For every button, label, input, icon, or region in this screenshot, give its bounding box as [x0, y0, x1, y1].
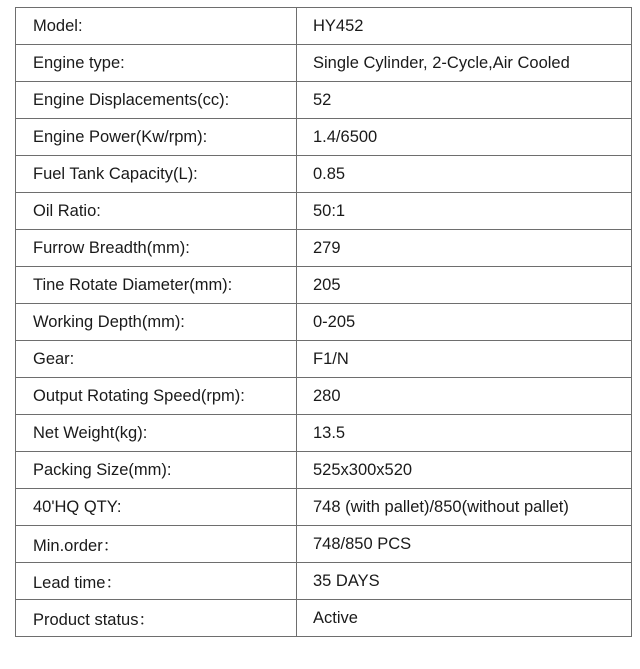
table-row [16, 82, 632, 119]
spec-label: 40'HQ QTY: [16, 489, 297, 526]
table-row [16, 378, 632, 415]
spec-label: Engine type: [16, 45, 297, 82]
spec-value: Active [297, 600, 632, 637]
spec-value: 52 [297, 82, 632, 119]
spec-value: 748 (with pallet)/850(without pallet) [297, 489, 632, 526]
spec-value: 50:1 [297, 193, 632, 230]
spec-label: Packing Size(mm): [16, 452, 297, 489]
table-row [16, 230, 632, 267]
table-row [16, 304, 632, 341]
table-row [16, 415, 632, 452]
spec-label: Net Weight(kg): [16, 415, 297, 452]
spec-value: 13.5 [297, 415, 632, 452]
table-row [16, 526, 632, 563]
spec-value: 205 [297, 267, 632, 304]
spec-label: Working Depth(mm): [16, 304, 297, 341]
table-row [16, 156, 632, 193]
spec-value: 525x300x520 [297, 452, 632, 489]
spec-label: Lead time： [16, 563, 297, 600]
spec-label: Output Rotating Speed(rpm): [16, 378, 297, 415]
spec-label: Min.order： [16, 526, 297, 563]
spec-value: F1/N [297, 341, 632, 378]
spec-value: Single Cylinder, 2-Cycle,Air Cooled [297, 45, 632, 82]
spec-value: 35 DAYS [297, 563, 632, 600]
spec-label: Oil Ratio: [16, 193, 297, 230]
spec-label: Model: [16, 8, 297, 45]
spec-value: HY452 [297, 8, 632, 45]
spec-value: 279 [297, 230, 632, 267]
spec-label: Product status： [16, 600, 297, 637]
spec-label: Tine Rotate Diameter(mm): [16, 267, 297, 304]
spec-label: Fuel Tank Capacity(L): [16, 156, 297, 193]
spec-label: Furrow Breadth(mm): [16, 230, 297, 267]
spec-value: 748/850 PCS [297, 526, 632, 563]
table-row [16, 489, 632, 526]
table-row [16, 267, 632, 304]
table-row [16, 600, 632, 637]
table-row [16, 452, 632, 489]
table-row [16, 563, 632, 600]
spec-label: Engine Displacements(cc): [16, 82, 297, 119]
spec-value: 0-205 [297, 304, 632, 341]
spec-table-body [16, 8, 632, 637]
spec-label: Gear: [16, 341, 297, 378]
spec-label: Engine Power(Kw/rpm): [16, 119, 297, 156]
table-row [16, 45, 632, 82]
spec-table [15, 7, 632, 637]
table-row [16, 119, 632, 156]
spec-value: 280 [297, 378, 632, 415]
table-row [16, 8, 632, 45]
spec-value: 0.85 [297, 156, 632, 193]
table-row [16, 341, 632, 378]
table-row [16, 193, 632, 230]
spec-value: 1.4/6500 [297, 119, 632, 156]
